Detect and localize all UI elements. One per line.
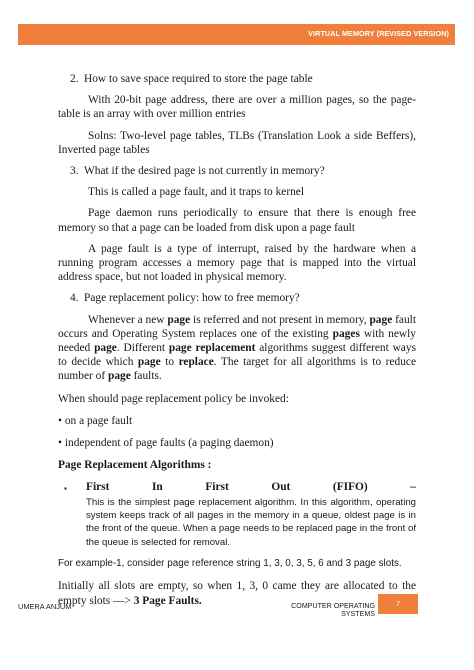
fifo-title: First In First Out (FIFO) – bbox=[86, 481, 416, 494]
list-item-title: What if the desired page is not currently in memory? bbox=[84, 165, 325, 178]
footer-author: UMERA ANJUM bbox=[18, 602, 72, 611]
initially-text: Initially all slots are empty, so when 1, 3, 0 came they are allocated to the empty slots —> 3 Page Faults. bbox=[58, 580, 416, 607]
list-item-3 bbox=[58, 164, 416, 178]
list-number: 4. bbox=[70, 292, 79, 305]
fifo-item bbox=[58, 480, 416, 548]
section-heading: Page Replacement Algorithms : bbox=[58, 459, 212, 472]
example-text: For example-1, consider page reference string 1, 3, 0, 3, 5, 6 and 3 page slots. bbox=[58, 557, 402, 569]
paragraph: Page daemon runs periodically to ensure that there is enough free memory so that a page can be loaded from disk upon a page fault bbox=[58, 207, 416, 234]
bullet-item: • independent of page faults (a paging daemon) bbox=[58, 437, 274, 450]
invoke-question: When should page replacement policy be invoked: bbox=[58, 392, 289, 405]
header-bar bbox=[18, 24, 455, 45]
paragraph: This is called a page fault, and it traps to kernel bbox=[88, 186, 305, 199]
list-item-4 bbox=[58, 291, 416, 305]
square-bullet-icon: ▪ bbox=[64, 484, 67, 494]
list-number: 2. bbox=[70, 73, 79, 85]
paragraph: A page fault is a type of interrupt, raised by the hardware when a running program accesses a memory page that is mapped into the virtual address space, but not loaded in physical memory. bbox=[58, 242, 416, 284]
replacement-paragraph: Whenever a new page is referred and not present in memory, page fault occurs and Operating System replaces one of the existing pages with newly needed page. Different page replacement algorithms suggest different ways to decide which page to replace. The target for all algorithms is to reduce number of page faults. bbox=[58, 313, 416, 383]
list-item-title: Page replacement policy: how to free memory? bbox=[84, 292, 300, 305]
bullet-item: • on a page fault bbox=[58, 414, 133, 427]
header-title: VIRTUAL MEMORY (REVISED VERSION) bbox=[308, 29, 449, 38]
page-number-box bbox=[378, 594, 418, 614]
paragraph: With 20-bit page address, there are over a million pages, so the page-table is an array with over million entries bbox=[58, 94, 416, 121]
fifo-description: This is the simplest page replacement algorithm. In this algorithm, operating system keeps track of all pages in the memory in a queue, oldest page is in the front of the queue. When a page needs to be replaced page in the front of the queue is selected for removal. bbox=[86, 496, 416, 548]
paragraph: Solns: Two-level page tables, TLBs (Translation Look a side Beffers), Inverted page tables bbox=[58, 129, 416, 156]
page-content bbox=[58, 68, 416, 608]
page-number: 7 bbox=[395, 599, 401, 608]
list-item-2 bbox=[58, 72, 416, 86]
list-item-title: How to save space required to store the page table bbox=[84, 73, 313, 85]
list-number: 3. bbox=[70, 165, 79, 178]
footer-course: COMPUTER OPERATING SYSTEMS bbox=[291, 602, 375, 618]
